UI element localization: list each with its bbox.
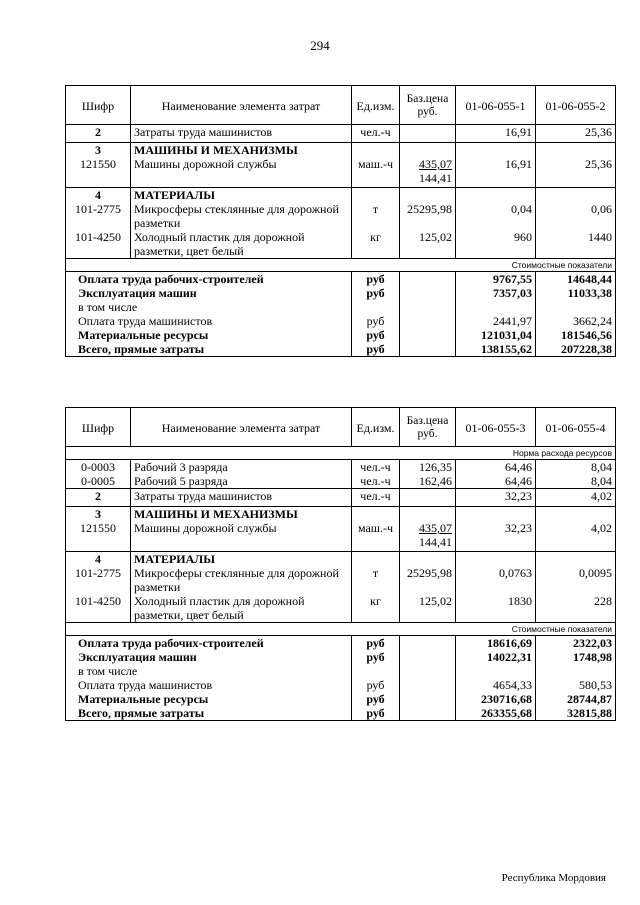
row-code: 0-0003	[66, 460, 131, 475]
price-value: 144,41	[419, 171, 452, 185]
row-price	[400, 157, 456, 188]
caption-row	[66, 259, 616, 272]
summary-row	[66, 706, 616, 721]
row-price: 162,46	[400, 474, 456, 489]
table-row	[66, 157, 616, 188]
row-code: 2	[66, 125, 131, 143]
row-value-1: 1830	[456, 594, 536, 623]
table-row	[66, 474, 616, 489]
row-unit: чел.-ч	[352, 489, 400, 507]
row-price	[400, 521, 456, 552]
section-row	[66, 188, 616, 203]
header-name: Наименование элемента затрат	[131, 408, 352, 447]
row-value-2: 4,02	[536, 521, 616, 552]
row-unit: т	[352, 566, 400, 594]
row-value-2: 8,04	[536, 474, 616, 489]
row-name: Микросферы стеклянные для дорожной разметки	[131, 566, 352, 594]
table-row	[66, 230, 616, 259]
summary-value-2: 11033,38	[536, 286, 616, 300]
summary-value-2: 3662,24	[536, 314, 616, 328]
header-col-2: 01-06-055-4	[536, 408, 616, 447]
section-row	[66, 507, 616, 522]
summary-row	[66, 678, 616, 692]
row-code: 0-0005	[66, 474, 131, 489]
row-code: 101-2775	[66, 566, 131, 594]
row-name: Холодный пластик для дорожной разметки, цвет белый	[131, 594, 352, 623]
row-value-2: 4,02	[536, 489, 616, 507]
row-value-1: 960	[456, 230, 536, 259]
summary-row	[66, 692, 616, 706]
header-base-price: Баз.цена руб.	[400, 86, 456, 125]
row-value-1: 0,04	[456, 202, 536, 230]
header-col-2: 01-06-055-2	[536, 86, 616, 125]
row-code: 2	[66, 489, 131, 507]
row-value-2: 0,06	[536, 202, 616, 230]
row-unit: чел.-ч	[352, 474, 400, 489]
row-price: 25295,98	[400, 202, 456, 230]
resource-table-2	[65, 407, 616, 721]
header-col-1: 01-06-055-3	[456, 408, 536, 447]
summary-value-1: 138155,62	[456, 342, 536, 357]
summary-value-2: 2322,03	[536, 636, 616, 651]
row-value-2: 25,36	[536, 157, 616, 188]
row-name: Затраты труда машинистов	[131, 489, 352, 507]
summary-unit: руб	[352, 692, 400, 706]
table-row	[66, 566, 616, 594]
row-value-1: 32,23	[456, 489, 536, 507]
summary-name: Материальные ресурсы	[66, 328, 352, 342]
section-code: 3	[66, 507, 131, 522]
row-code: 121550	[66, 521, 131, 552]
summary-value-2: 14648,44	[536, 272, 616, 287]
summary-name: Оплата труда машинистов	[66, 678, 352, 692]
table-row	[66, 202, 616, 230]
summary-name: Оплата труда рабочих-строителей	[66, 272, 352, 287]
row-price: 125,02	[400, 230, 456, 259]
row-price: 25295,98	[400, 566, 456, 594]
summary-row	[66, 300, 616, 314]
summary-value-1: 263355,68	[456, 706, 536, 721]
summary-value-1: 2441,97	[456, 314, 536, 328]
section-code: 4	[66, 188, 131, 203]
summary-unit: руб	[352, 328, 400, 342]
summary-row	[66, 286, 616, 300]
section-title: МАШИНЫ И МЕХАНИЗМЫ	[131, 143, 352, 158]
row-name: Холодный пластик для дорожной разметки, цвет белый	[131, 230, 352, 259]
section-code: 4	[66, 552, 131, 567]
summary-value-1: 9767,55	[456, 272, 536, 287]
summary-value-2: 1748,98	[536, 650, 616, 664]
price-value: 144,41	[419, 535, 452, 549]
header-unit: Ед.изм.	[352, 408, 400, 447]
row-unit: чел.-ч	[352, 125, 400, 143]
summary-row	[66, 664, 616, 678]
cost-indicators-caption: Стоимостные показатели	[66, 623, 616, 636]
cost-indicators-caption: Стоимостные показатели	[66, 259, 616, 272]
header-unit: Ед.изм.	[352, 86, 400, 125]
summary-unit: руб	[352, 678, 400, 692]
section-row	[66, 143, 616, 158]
row-value-2: 25,36	[536, 125, 616, 143]
summary-name: Эксплуатация машин	[66, 650, 352, 664]
row-name: Рабочий 3 разряда	[131, 460, 352, 475]
row-value-1: 16,91	[456, 157, 536, 188]
row-code: 101-2775	[66, 202, 131, 230]
summary-value-1: 121031,04	[456, 328, 536, 342]
header-base-price: Баз.цена руб.	[400, 408, 456, 447]
caption-row	[66, 623, 616, 636]
summary-row	[66, 342, 616, 357]
header-code: Шифр	[66, 86, 131, 125]
summary-name: Оплата труда рабочих-строителей	[66, 636, 352, 651]
row-value-2: 228	[536, 594, 616, 623]
summary-value-2: 207228,38	[536, 342, 616, 357]
summary-row	[66, 272, 616, 287]
row-code: 101-4250	[66, 594, 131, 623]
section-code: 3	[66, 143, 131, 158]
summary-subtitle: в том числе	[66, 300, 352, 314]
row-price	[400, 489, 456, 507]
row-unit: чел.-ч	[352, 460, 400, 475]
price-value: 435,07	[419, 157, 452, 171]
summary-value-1: 230716,68	[456, 692, 536, 706]
summary-name: Всего, прямые затраты	[66, 342, 352, 357]
row-code: 101-4250	[66, 230, 131, 259]
row-unit: кг	[352, 230, 400, 259]
summary-row	[66, 636, 616, 651]
table-row	[66, 489, 616, 507]
row-value-1: 0,0763	[456, 566, 536, 594]
summary-unit: руб	[352, 286, 400, 300]
summary-row	[66, 328, 616, 342]
row-price: 126,35	[400, 460, 456, 475]
summary-unit: руб	[352, 636, 400, 651]
summary-value-2: 580,53	[536, 678, 616, 692]
summary-value-1: 7357,03	[456, 286, 536, 300]
row-name: Рабочий 5 разряда	[131, 474, 352, 489]
resource-table-1	[65, 85, 616, 357]
row-name: Машины дорожной службы	[131, 157, 352, 188]
row-value-1: 16,91	[456, 125, 536, 143]
row-value-2: 1440	[536, 230, 616, 259]
section-title: МАТЕРИАЛЫ	[131, 552, 352, 567]
table-row	[66, 594, 616, 623]
price-value: 435,07	[419, 521, 452, 535]
summary-value-2: 28744,87	[536, 692, 616, 706]
section-row	[66, 552, 616, 567]
summary-value-2: 32815,88	[536, 706, 616, 721]
norm-caption: Норма расхода ресурсов	[66, 447, 616, 460]
summary-unit: руб	[352, 650, 400, 664]
header-code: Шифр	[66, 408, 131, 447]
summary-value-2: 181546,56	[536, 328, 616, 342]
row-name: Микросферы стеклянные для дорожной разметки	[131, 202, 352, 230]
table-row	[66, 125, 616, 143]
row-code: 121550	[66, 157, 131, 188]
section-title: МАШИНЫ И МЕХАНИЗМЫ	[131, 507, 352, 522]
summary-value-1: 14022,31	[456, 650, 536, 664]
summary-unit: руб	[352, 314, 400, 328]
table-row	[66, 521, 616, 552]
summary-name: Оплата труда машинистов	[66, 314, 352, 328]
header-col-1: 01-06-055-1	[456, 86, 536, 125]
table-header-row	[66, 86, 616, 125]
summary-unit: руб	[352, 706, 400, 721]
row-price	[400, 125, 456, 143]
caption-row	[66, 447, 616, 460]
row-unit: т	[352, 202, 400, 230]
row-unit: кг	[352, 594, 400, 623]
summary-row	[66, 314, 616, 328]
row-unit: маш.-ч	[352, 521, 400, 552]
summary-unit: руб	[352, 342, 400, 357]
row-unit: маш.-ч	[352, 157, 400, 188]
table-header-row	[66, 408, 616, 447]
table-row	[66, 460, 616, 475]
summary-value-1: 4654,33	[456, 678, 536, 692]
summary-name: Всего, прямые затраты	[66, 706, 352, 721]
page-number: 294	[310, 38, 330, 53]
row-value-1: 64,46	[456, 460, 536, 475]
summary-name: Эксплуатация машин	[66, 286, 352, 300]
summary-unit: руб	[352, 272, 400, 287]
row-name: Машины дорожной службы	[131, 521, 352, 552]
summary-row	[66, 650, 616, 664]
summary-subtitle: в том числе	[66, 664, 352, 678]
section-title: МАТЕРИАЛЫ	[131, 188, 352, 203]
footer-region: Республика Мордовия	[501, 872, 606, 884]
row-value-1: 32,23	[456, 521, 536, 552]
row-name: Затраты труда машинистов	[131, 125, 352, 143]
header-name: Наименование элемента затрат	[131, 86, 352, 125]
summary-value-1: 18616,69	[456, 636, 536, 651]
row-value-1: 64,46	[456, 474, 536, 489]
row-price: 125,02	[400, 594, 456, 623]
row-value-2: 8,04	[536, 460, 616, 475]
summary-name: Материальные ресурсы	[66, 692, 352, 706]
row-value-2: 0,0095	[536, 566, 616, 594]
